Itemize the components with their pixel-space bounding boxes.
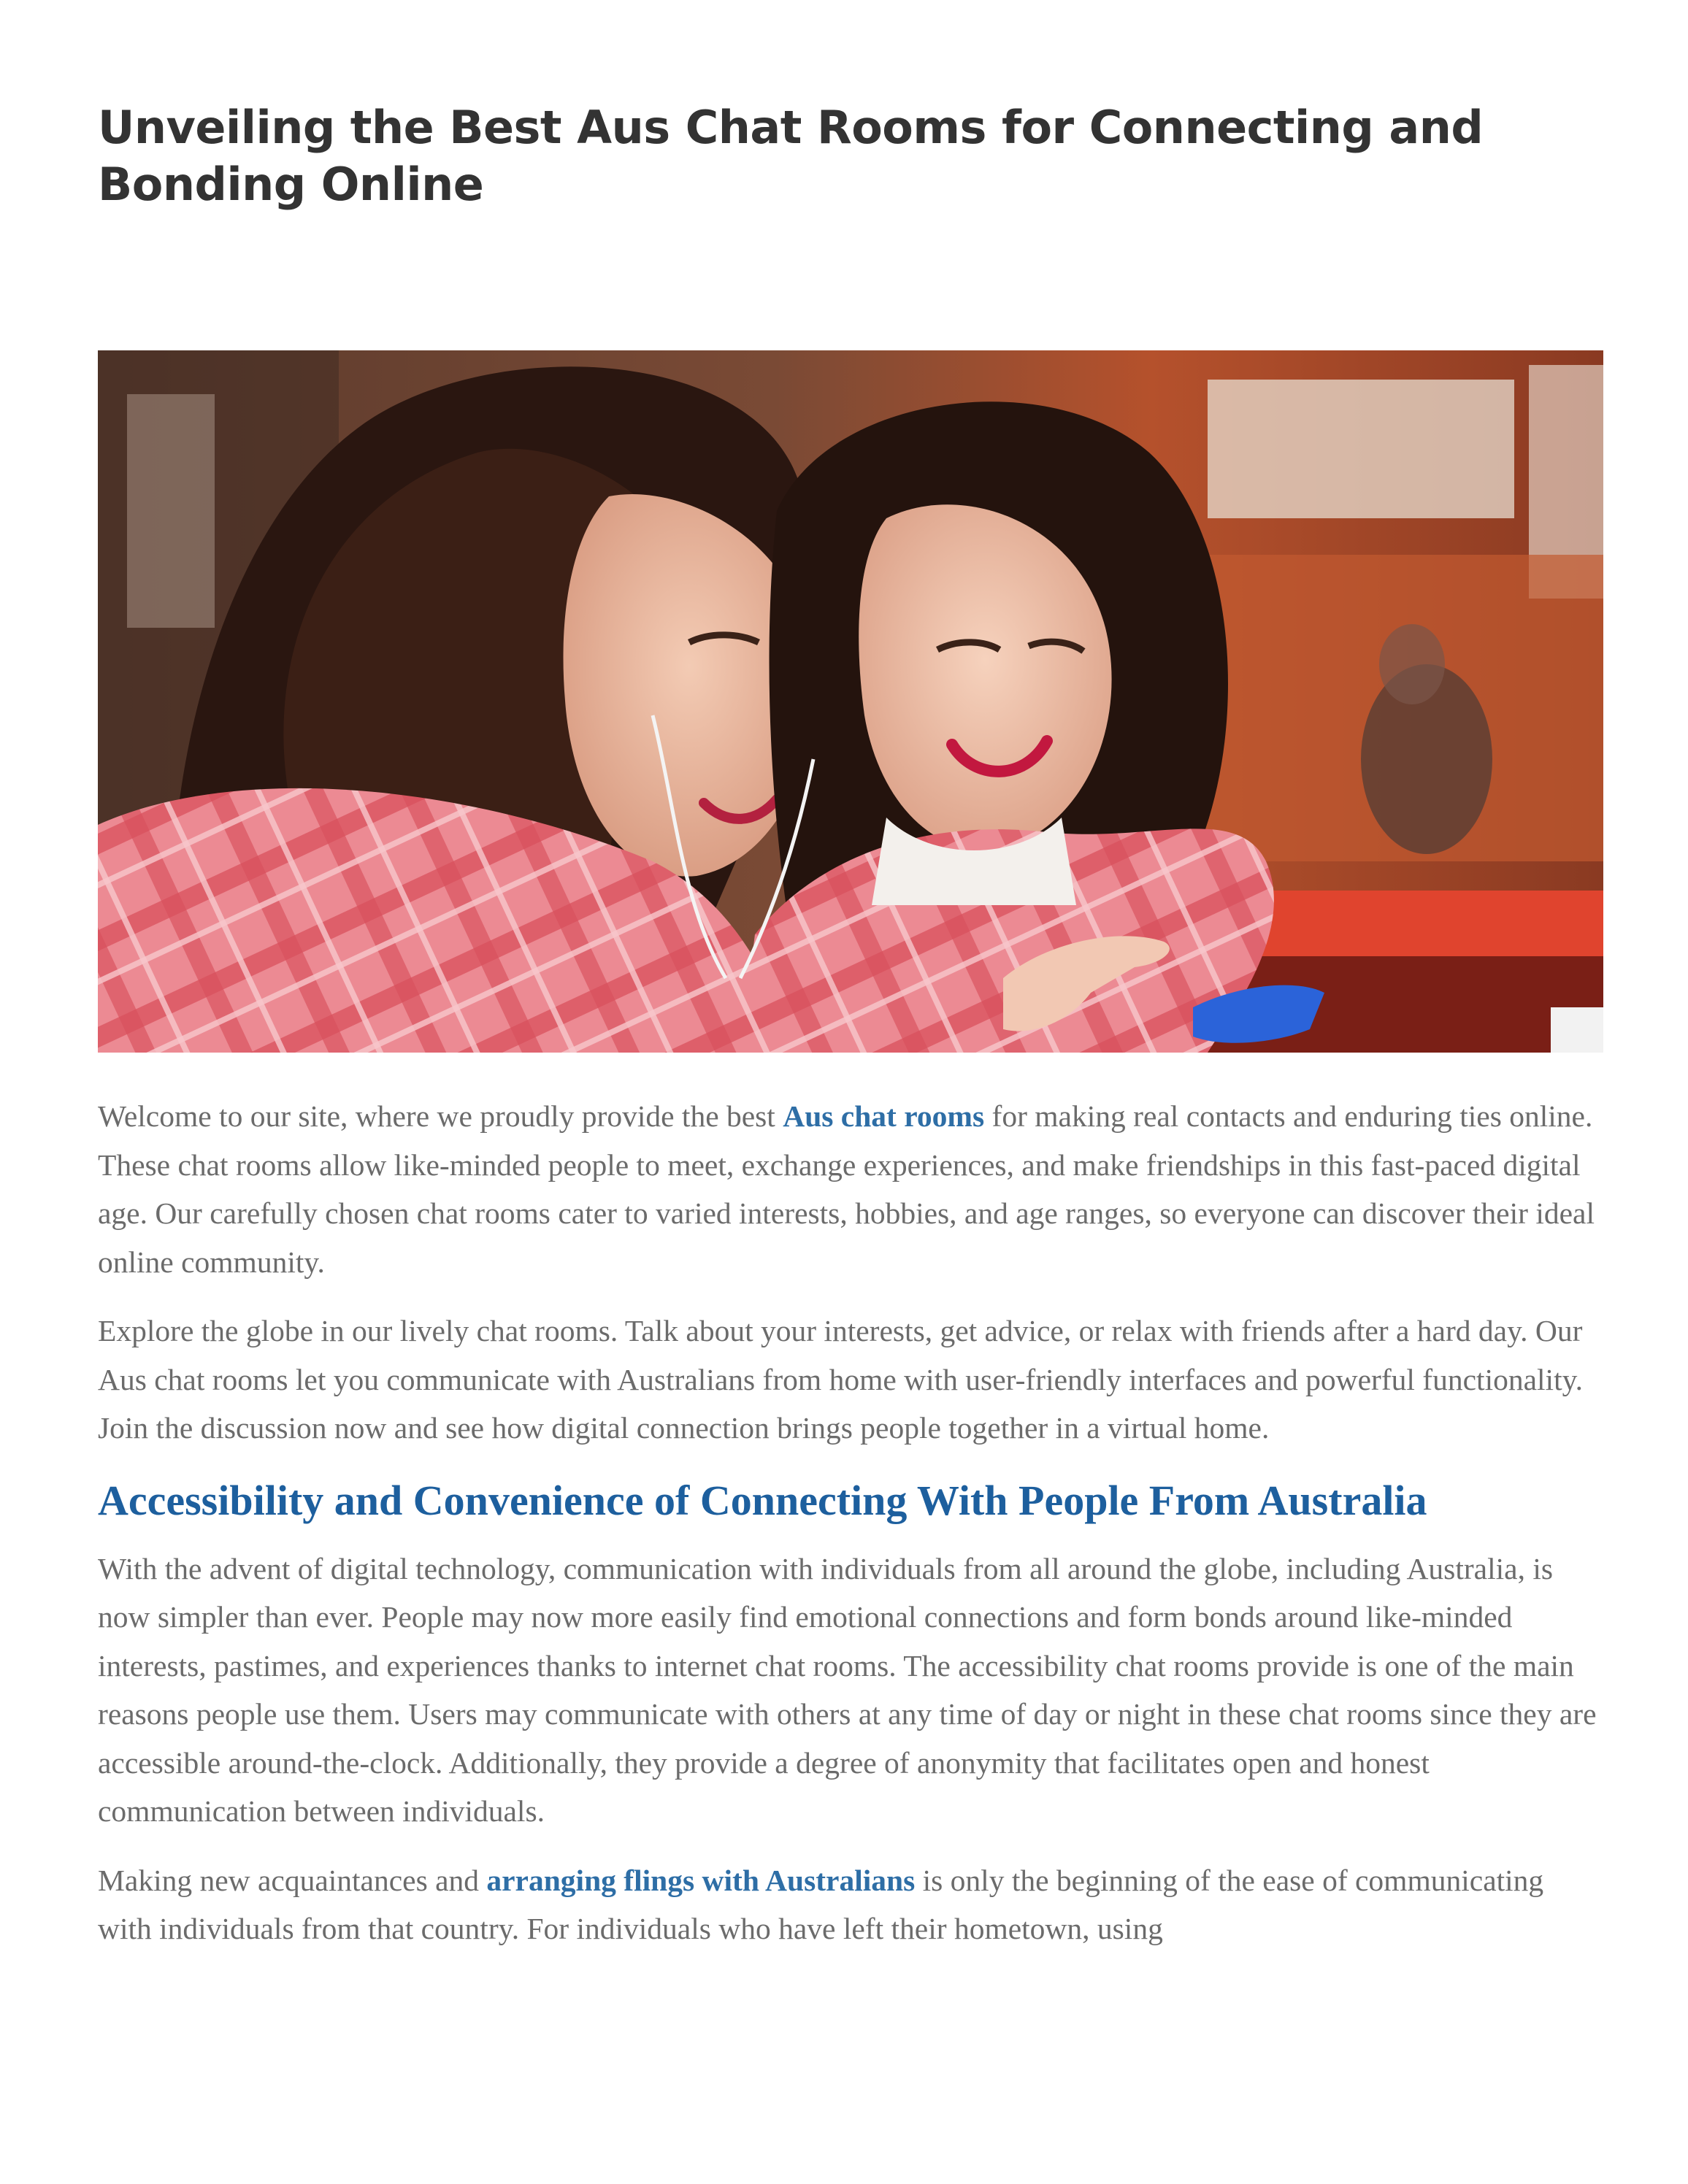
article-body <box>98 1092 1603 1974</box>
section-heading-accessibility: Accessibility and Convenience of Connecting With People From Australia <box>98 1476 1427 1524</box>
intro-text-after: for making real contacts and enduring ties online. These chat rooms allow like-minded people to meet, exchange experiences, and make friendships in this fast-paced digital age. Our carefully chosen chat rooms cater to varied interests, hobbies, and age ranges, so everyone can discover their ideal online community. <box>98 1099 1595 1279</box>
hero-image <box>98 350 1603 1053</box>
flings-text-before: Making new acquaintances and <box>98 1863 487 1897</box>
intro-paragraph <box>98 1092 1603 1286</box>
article-title: Unveiling the Best Aus Chat Rooms for Connecting and Bonding Online <box>98 101 1484 211</box>
intro-text-before: Welcome to our site, where we proudly provide the best <box>98 1099 783 1133</box>
explore-paragraph: Explore the globe in our lively chat rooms. Talk about your interests, get advice, or relax with friends after a hard day. Our Aus chat rooms let you communicate with Australians from home with user-friendly interfaces and powerful functionality. Join the discussion now and see how digital connection brings people together in a virtual home. <box>98 1314 1584 1445</box>
arranging-flings-link[interactable]: arranging flings with Australians <box>486 1863 916 1897</box>
photo-two-women-icon <box>98 350 1603 1053</box>
flings-paragraph <box>98 1856 1603 1953</box>
flings-text-after: is only the beginning of the ease of communicating with individuals from that country. For individuals who have left their hometown, using <box>98 1863 1544 1945</box>
accessibility-paragraph: With the advent of digital technology, communication with individuals from all around the globe, including Australia, is now simpler than ever. People may now more easily find emotional connections and form bonds around like-minded interests, pastimes, and experiences thanks to internet chat rooms. The accessibility chat rooms provide is one of the main reasons people use them. Users may communicate with others at any time of day or night in these chat rooms since they are accessible around-the-clock. Additionally, they provide a degree of anonymity that facilitates open and honest communication between individuals. <box>98 1551 1597 1828</box>
aus-chat-rooms-link[interactable]: Aus chat rooms <box>783 1099 985 1133</box>
